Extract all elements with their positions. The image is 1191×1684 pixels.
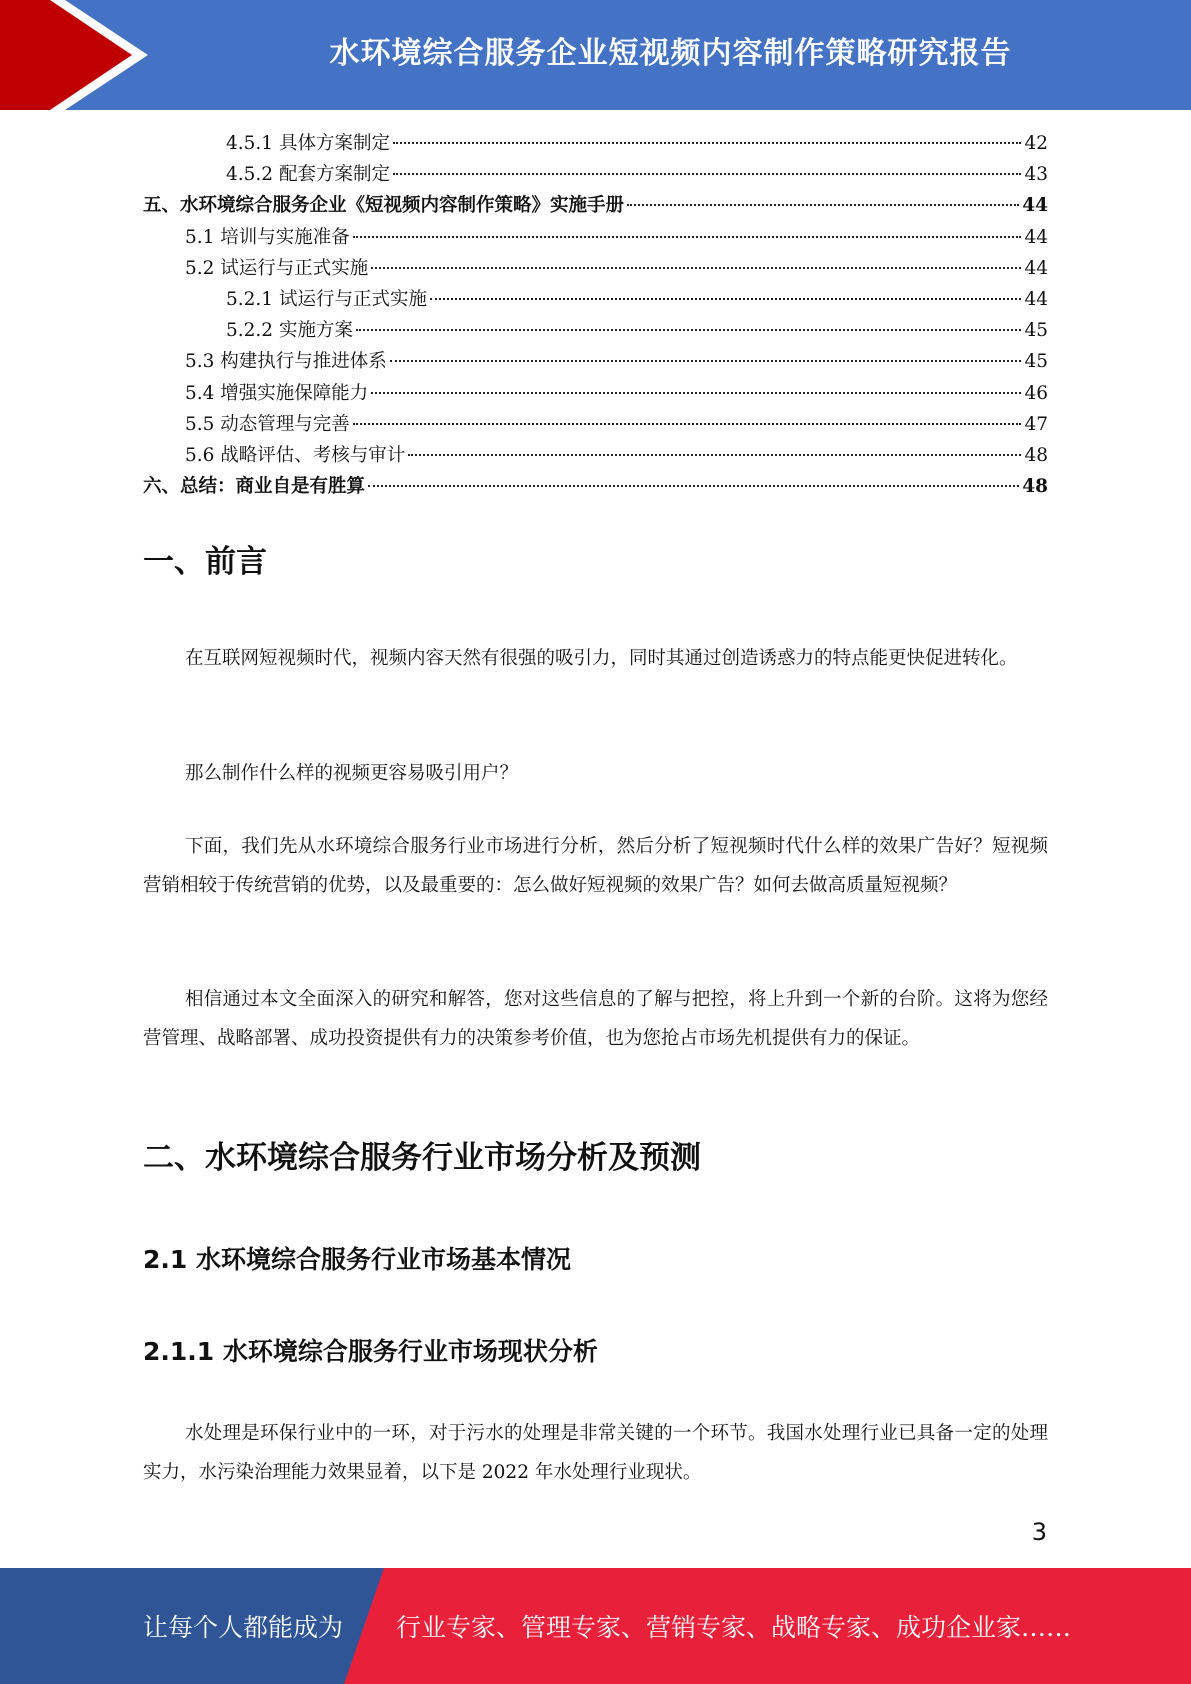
toc-entry-title: 5.4 增强实施保障能力	[185, 382, 369, 404]
page-header	[0, 0, 1191, 110]
toc-entry-page-number: 45	[1024, 351, 1048, 373]
toc-entry-title: 5.2 试运行与正式实施	[185, 257, 369, 279]
toc-entry-title: 4.5.2 配套方案制定	[226, 164, 390, 186]
toc-entry-title: 5.2.2 实施方案	[226, 320, 353, 342]
toc-entry-title: 5.3 构建执行与推进体系	[185, 351, 387, 373]
toc-entry-page-number: 48	[1022, 476, 1048, 498]
toc-dot-leader	[393, 142, 1021, 144]
toc-entry-page-number: 44	[1024, 288, 1048, 310]
toc-entry-page-number: 43	[1024, 164, 1048, 186]
toc-entry-page-number: 44	[1024, 226, 1048, 248]
toc-dot-leader	[371, 392, 1021, 394]
toc-dot-leader	[627, 204, 1019, 206]
paragraph: 相信通过本文全面深入的研究和解答，您对这些信息的了解与把控，将上升到一个新的台阶。这将为您经营管理、战略部署、成功投资提供有力的决策参考价值，也为您抢占市场先机提供有力的保证。	[143, 989, 1048, 1049]
toc-entry-page-number: 47	[1024, 413, 1048, 435]
toc-entry[interactable]	[143, 284, 1048, 315]
table-of-contents	[143, 128, 1048, 502]
toc-entry-page-number: 48	[1024, 444, 1048, 466]
toc-entry[interactable]	[143, 378, 1048, 409]
paragraph: 那么制作什么样的视频更容易吸引用户？	[185, 763, 519, 784]
toc-entry[interactable]	[143, 222, 1048, 253]
toc-dot-leader	[408, 454, 1021, 456]
toc-entry-title: 5.5 动态管理与完善	[185, 413, 350, 435]
paragraph: 下面，我们先从水环境综合服务行业市场进行分析，然后分析了短视频时代什么样的效果广告好？短视频营销相较于传统营销的优势，以及最重要的：怎么做好短视频的效果广告？如何去做高质量短视频？	[143, 836, 1048, 896]
toc-entry-title: 5.1 培训与实施准备	[185, 226, 350, 248]
toc-dot-leader	[430, 298, 1021, 300]
toc-entry[interactable]	[143, 128, 1048, 159]
toc-entry[interactable]	[143, 253, 1048, 284]
toc-entry-title: 4.5.1 具体方案制定	[226, 133, 390, 154]
toc-entry-title: 六、总结：商业自是有胜算	[143, 476, 366, 498]
section-heading-preface: 一、前言	[143, 544, 267, 580]
toc-dot-leader	[371, 267, 1021, 269]
toc-entry[interactable]	[143, 159, 1048, 190]
toc-entry[interactable]	[143, 409, 1048, 440]
toc-entry-title: 5.2.1 试运行与正式实施	[226, 288, 427, 310]
page-number: 3	[1031, 1518, 1047, 1546]
toc-entry[interactable]	[143, 346, 1048, 377]
paragraph: 水处理是环保行业中的一环，对于污水的处理是非常关键的一个环节。我国水处理行业已具备一定的处理实力，水污染治理能力效果显着，以下是 2022 年水处理行业现状。	[143, 1423, 1048, 1483]
toc-dot-leader	[353, 423, 1022, 425]
toc-entry-page-number: 44	[1024, 257, 1048, 279]
toc-dot-leader	[368, 485, 1019, 487]
toc-entry-title: 五、水环境综合服务企业《短视频内容制作策略》实施手册	[143, 195, 625, 217]
subsubsection-heading: 2.1.1 水环境综合服务行业市场现状分析	[143, 1337, 598, 1366]
toc-dot-leader	[390, 360, 1022, 362]
toc-entry-page-number: 46	[1024, 382, 1048, 404]
toc-entry[interactable]	[143, 440, 1048, 471]
toc-dot-leader	[353, 236, 1022, 238]
toc-dot-leader	[356, 329, 1022, 331]
toc-entry-page-number: 45	[1024, 320, 1048, 342]
subsection-heading: 2.1 水环境综合服务行业市场基本情况	[143, 1245, 571, 1274]
footer-slogan-right: 行业专家、管理专家、营销专家、战略专家、成功企业家……	[396, 1613, 1072, 1642]
toc-entry[interactable]	[143, 471, 1048, 502]
toc-entry-page-number: 42	[1024, 133, 1048, 154]
page-footer	[0, 1568, 1191, 1684]
toc-dot-leader	[393, 173, 1021, 175]
toc-entry-page-number: 44	[1022, 195, 1048, 217]
toc-entry-title: 5.6 战略评估、考核与审计	[185, 444, 406, 466]
paragraph: 在互联网短视频时代，视频内容天然有很强的吸引力，同时其通过创造诱惑力的特点能更快促进转化。	[185, 648, 1018, 669]
toc-entry[interactable]	[143, 190, 1048, 221]
toc-entry[interactable]	[143, 315, 1048, 346]
report-title: 水环境综合服务企业短视频内容制作策略研究报告	[329, 36, 1012, 71]
footer-slogan-left: 让每个人都能成为	[143, 1613, 344, 1642]
section-heading-market-analysis: 二、水环境综合服务行业市场分析及预测	[143, 1140, 701, 1176]
